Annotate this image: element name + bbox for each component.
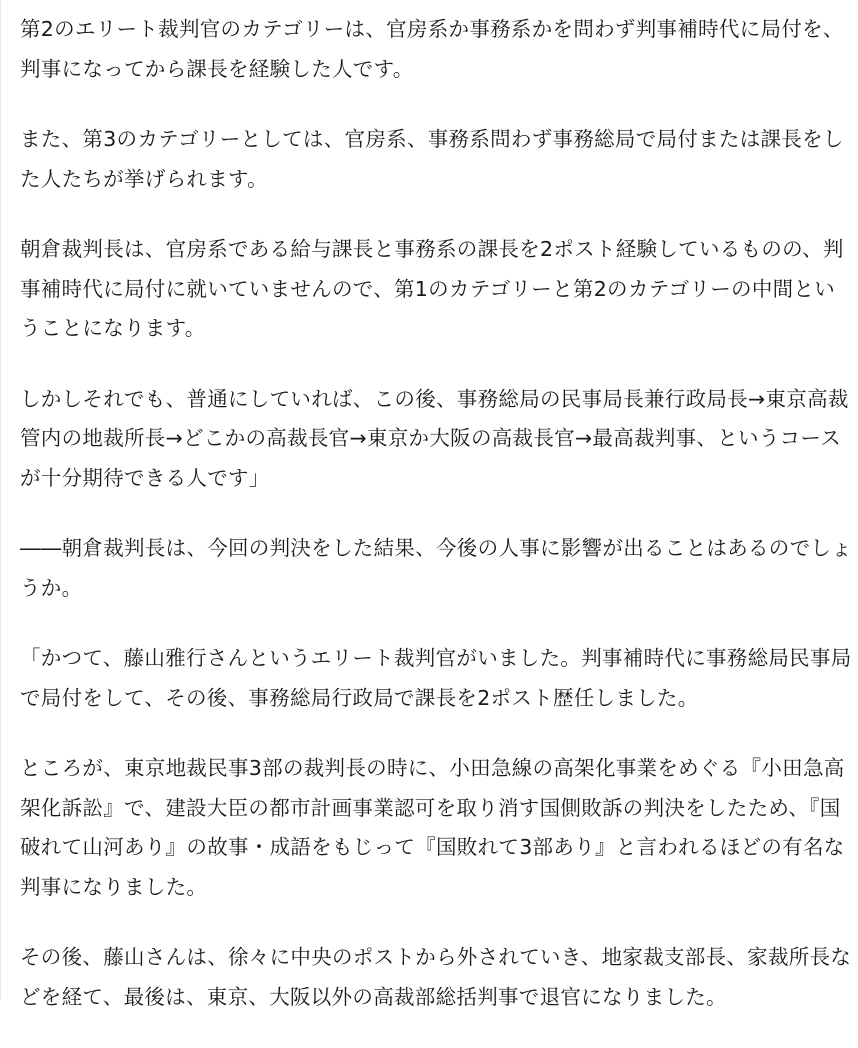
- paragraph-line: で局付をして、その後、事務総局行政局で課長を2ポスト歴任しました。: [20, 685, 699, 710]
- paragraph-line: 管内の地裁所長→どこかの高裁長官→東京か大阪の高裁長官→最高裁判事、というコース: [20, 426, 842, 450]
- paragraph-8: [20, 938, 852, 1017]
- paragraph-4: [20, 380, 849, 499]
- paragraph-line: 架化訴訟』で、建設大臣の都市計画事業認可を取り消す国側敗訴の判決をしたため、『国: [20, 795, 841, 820]
- paragraph-line: が十分期待できる人です」: [20, 465, 270, 490]
- paragraph-line: 事補時代に局付に就いていませんので、第1のカテゴリーと第2のカテゴリーの中間とい: [20, 276, 836, 301]
- paragraph-line: ところが、東京地裁民事3部の裁判長の時に、小田急線の高架化事業をめぐる『小田急高: [20, 756, 845, 780]
- paragraph-line: 朝倉裁判長は、官房系である給与課長と事務系の課長を2ポスト経験しているものの、判: [20, 237, 844, 261]
- paragraph-line: 破れて山河あり』の故事・成語をもじって『国敗れて3部あり』と言われるほどの有名な: [20, 835, 845, 859]
- paragraph-line: どを経て、最後は、東京、大阪以外の高裁部総括判事で退官になりました。: [20, 984, 727, 1009]
- paragraph-1: [20, 10, 842, 89]
- paragraph-line: 「かつて、藤山雅行さんというエリート裁判官がいました。判事補時代に事務総局民事局: [20, 646, 852, 670]
- paragraph-7: [20, 749, 845, 907]
- paragraph-3: [20, 230, 842, 349]
- paragraph-line: また、第3のカテゴリーとしては、官房系、事務系問わず事務総局で局付または課長をし: [20, 127, 844, 151]
- paragraph-line: その後、藤山さんは、徐々に中央のポストから外されていき、地家裁支部長、家裁所長な: [20, 945, 852, 969]
- paragraph-line: 判事になりました。: [20, 874, 208, 899]
- paragraph-line: うか。: [20, 575, 83, 600]
- paragraph-line: 第2のエリート裁判官のカテゴリーは、官房系か事務系かを問わず判事補時代に局付を、: [20, 17, 844, 41]
- paragraph-line: しかしそれでも、普通にしていれば、この後、事務総局の民事局長兼行政局長→東京高裁: [20, 386, 849, 411]
- paragraph-line: た人たちが挙げられます。: [20, 166, 268, 191]
- article-body: [20, 10, 852, 1048]
- paragraph-6: [20, 639, 852, 718]
- paragraph-2: [20, 120, 842, 199]
- page-edge-divider: [0, 0, 1, 1000]
- paragraph-line: うことになります。: [20, 316, 206, 340]
- paragraph-line: 判事になってから課長を経験した人です。: [20, 56, 414, 81]
- paragraph-5: [20, 529, 852, 608]
- paragraph-line: ――朝倉裁判長は、今回の判決をした結果、今後の人事に影響が出ることはあるのでしょ: [20, 536, 852, 560]
